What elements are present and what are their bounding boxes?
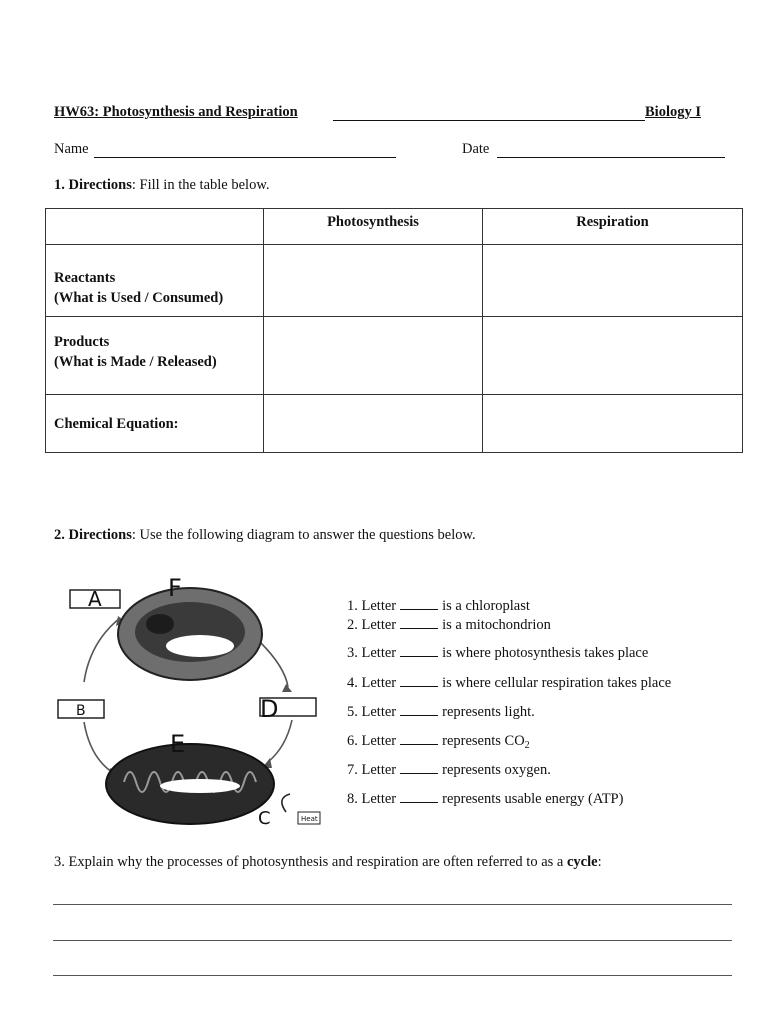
answer-blank[interactable] xyxy=(400,703,438,716)
cell-respiration-products[interactable] xyxy=(483,317,743,395)
answer-blank[interactable] xyxy=(400,597,438,610)
row-label-reactants xyxy=(46,245,264,317)
col-header-photosynthesis: Photosynthesis xyxy=(264,209,483,245)
cycle-diagram xyxy=(50,572,330,834)
row-label-products xyxy=(46,317,264,395)
question-text: represents CO xyxy=(442,733,525,749)
course-name: Biology I xyxy=(645,104,701,120)
question-text: is where cellular respiration takes place xyxy=(442,675,672,691)
letter-b: B xyxy=(76,703,86,719)
arrow-d-to-mito xyxy=(268,720,292,762)
section1-number: 1. xyxy=(54,177,65,193)
question-3 xyxy=(347,644,648,662)
question-8 xyxy=(347,790,623,808)
table-row xyxy=(46,317,743,395)
section1-directions-label: Directions xyxy=(68,177,132,193)
letter-a: A xyxy=(88,587,102,611)
letter-e: E xyxy=(170,730,186,758)
question-number: 4. Letter xyxy=(347,675,397,691)
table-row xyxy=(46,395,743,453)
question-number: 8. Letter xyxy=(347,791,397,807)
question-number: 2. Letter xyxy=(347,617,397,633)
title-underline xyxy=(333,120,645,121)
section2-directions xyxy=(54,527,476,544)
row-label-line1: Products xyxy=(54,333,110,350)
section2-number: 2. xyxy=(54,527,65,543)
answer-blank[interactable] xyxy=(400,616,438,629)
cell-respiration-equation[interactable] xyxy=(483,395,743,453)
table-corner-cell xyxy=(46,209,264,245)
question-text: is where photosynthesis takes place xyxy=(442,645,649,661)
section3-colon: : xyxy=(597,854,602,870)
letter-d: D xyxy=(260,695,279,723)
name-label: Name xyxy=(54,141,89,157)
question-4 xyxy=(347,674,671,692)
date-label: Date xyxy=(462,141,490,157)
question-number: 6. Letter xyxy=(347,733,397,749)
letter-c-arrow xyxy=(282,794,290,812)
question-text: represents oxygen. xyxy=(442,762,551,778)
question-number: 7. Letter xyxy=(347,762,397,778)
question-2 xyxy=(347,616,551,634)
cell-photosynthesis-equation[interactable] xyxy=(264,395,483,453)
section1-directions xyxy=(54,177,269,194)
row-label-line2: (What is Used / Consumed) xyxy=(54,289,224,306)
heat-tag: Heat xyxy=(301,815,318,823)
row-label-line2: (What is Made / Released) xyxy=(54,353,217,370)
answer-blank[interactable] xyxy=(400,790,438,803)
date-field[interactable] xyxy=(497,157,725,158)
row-label-line1: Chemical Equation: xyxy=(54,415,179,432)
section3-emphasis: cycle xyxy=(566,854,598,870)
arrow-chloro-to-d xyxy=(260,642,288,687)
row-label-chemical-equation xyxy=(46,395,264,453)
cell-respiration-reactants[interactable] xyxy=(483,245,743,317)
row-label-line1: Reactants xyxy=(54,269,116,286)
arrow-a-to-b xyxy=(84,618,120,682)
table-header-row xyxy=(46,209,743,245)
question-1 xyxy=(347,597,530,615)
answer-blank[interactable] xyxy=(400,761,438,774)
question-7 xyxy=(347,761,551,779)
section1-directions-text: : Fill in the table below. xyxy=(131,177,270,193)
answer-line-3[interactable] xyxy=(53,975,732,976)
cell-photosynthesis-products[interactable] xyxy=(264,317,483,395)
section2-directions-text: : Use the following diagram to answer the questions below. xyxy=(131,527,476,543)
chloroplast-image xyxy=(118,588,262,680)
answer-blank[interactable] xyxy=(400,674,438,687)
answer-blank[interactable] xyxy=(400,732,438,745)
question-number: 3. Letter xyxy=(347,645,397,661)
section3-prompt xyxy=(54,854,602,871)
section3-prompt-text: 3. Explain why the processes of photosynthesis and respiration are often referred to as a xyxy=(54,854,564,870)
comparison-table xyxy=(45,208,743,453)
question-number: 5. Letter xyxy=(347,704,397,720)
worksheet-title: HW63: Photosynthesis and Respiration xyxy=(54,104,298,120)
col-header-respiration: Respiration xyxy=(483,209,743,245)
letter-f: F xyxy=(168,574,182,602)
table-row xyxy=(46,245,743,317)
name-field[interactable] xyxy=(94,157,396,158)
answer-line-1[interactable] xyxy=(53,904,732,905)
co2-subscript: 2 xyxy=(524,740,530,751)
mitochondrion-image xyxy=(106,744,274,824)
question-text: represents usable energy (ATP) xyxy=(442,791,624,807)
question-5 xyxy=(347,703,535,721)
question-text: is a chloroplast xyxy=(442,598,530,614)
cell-photosynthesis-reactants[interactable] xyxy=(264,245,483,317)
letter-c: C xyxy=(258,808,271,829)
arrow-b-to-mito xyxy=(84,722,112,772)
answer-line-2[interactable] xyxy=(53,940,732,941)
question-text: is a mitochondrion xyxy=(442,617,551,633)
question-number: 1. Letter xyxy=(347,598,397,614)
answer-blank[interactable] xyxy=(400,644,438,657)
section2-directions-label: Directions xyxy=(68,527,132,543)
question-6 xyxy=(347,732,530,755)
question-text: represents light. xyxy=(442,704,535,720)
